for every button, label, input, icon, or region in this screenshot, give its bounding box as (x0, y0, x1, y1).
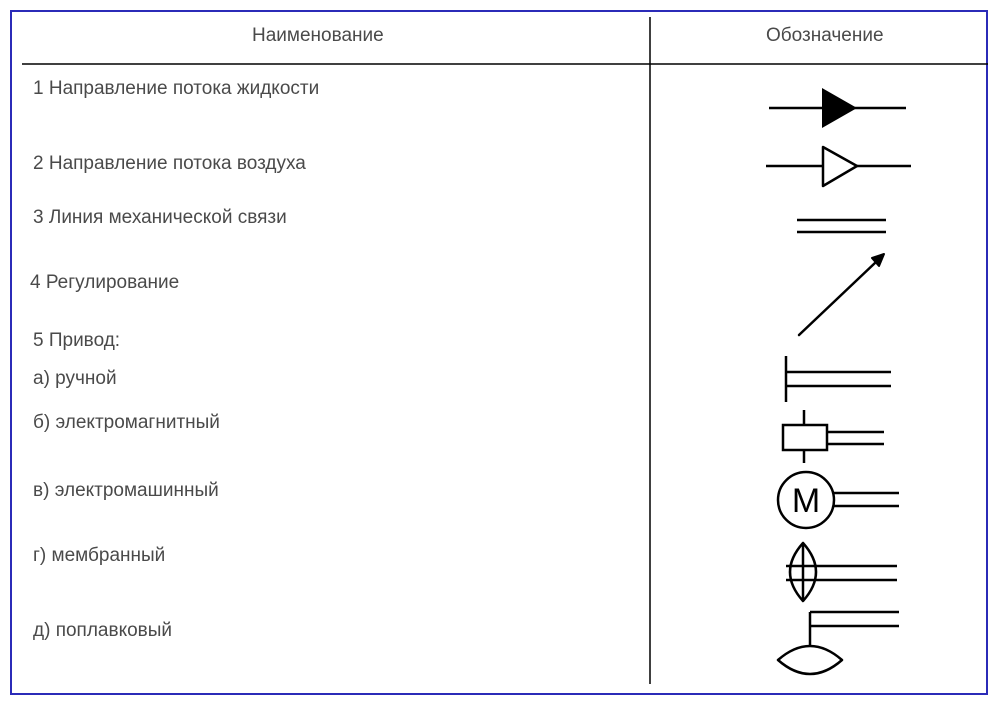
row-label-5a: а) ручной (33, 368, 117, 389)
header-name: Наименование (252, 25, 384, 46)
row-label-3: 3 Линия механической связи (33, 207, 287, 228)
manual-drive-icon (786, 356, 891, 402)
row-label-5v: в) электромашинный (33, 480, 219, 501)
row-label-5g: г) мембранный (33, 545, 166, 566)
row-label-1: 1 Направление потока жидкости (33, 78, 320, 99)
header-symbol: Обозначение (766, 25, 884, 46)
filled-arrow-icon (769, 88, 906, 128)
row-label-4: 4 Регулирование (30, 272, 180, 293)
hollow-arrow-icon (766, 147, 911, 186)
row-label-5d: д) поплавковый (33, 620, 173, 641)
diagonal-arrow-icon (799, 254, 884, 335)
electromagnetic-drive-icon (783, 410, 884, 463)
motor-letter: М (791, 482, 821, 520)
row-label-2: 2 Направление потока воздуха (33, 153, 306, 174)
row-label-5b: б) электромагнитный (33, 412, 220, 433)
double-line-icon (797, 220, 886, 232)
electric-motor-drive-icon (778, 472, 899, 528)
membrane-drive-icon (786, 543, 897, 601)
row-label-5: 5 Привод: (33, 330, 121, 351)
float-drive-icon (778, 612, 899, 674)
